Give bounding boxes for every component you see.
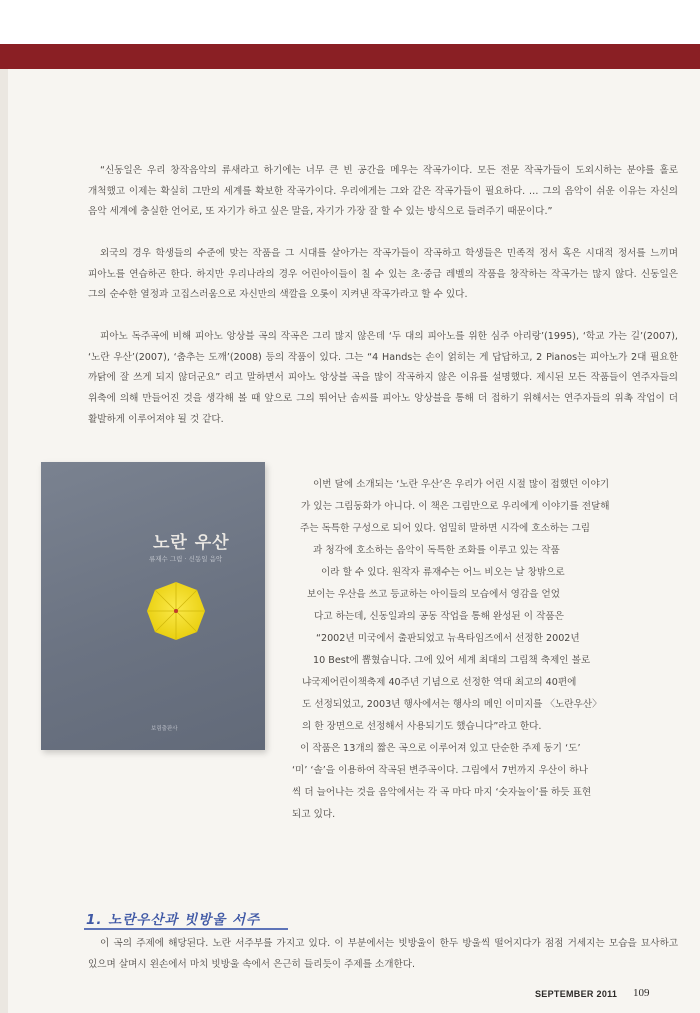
side-text-line: 되고 있다. (292, 809, 336, 820)
side-text-line: 10 Best에 뽑혔습니다. 그에 있어 세계 최대의 그림책 축제인 볼로 (313, 655, 591, 666)
footer-issue-month: SEPTEMBER 2011 (535, 989, 618, 999)
section-heading: 1. 노란우산과 빗방울 서주 (86, 912, 261, 928)
side-text-line: 냐국제어린이책축제 40주년 기념으로 선정한 역대 최고의 40편에 (302, 677, 577, 688)
section-heading-underline (84, 928, 288, 930)
section-paragraph: 이 곡의 주제에 해당된다. 노란 서주부를 가지고 있다. 이 부분에서는 빗방울이 한두 방울씩 떨어지다가 점점 거세지는 모습을 묘사하고 있으며 살며시 왼손에서 마치 빗방울 속에서 은근히 들리듯이 주제를 소개한다. (88, 938, 678, 970)
book-cover-image (41, 462, 265, 750)
paragraph-ensemble: 피아노 독주곡에 비해 피아노 앙상블 곡의 작곡은 그리 많지 않은데 ‘두 대의 피아노를 위한 심주 아리랑’(1995), ‘학교 가는 길’(2007), ‘노란 우산’(2007), ‘춤추는 도깨’(2008) 등의 작품이 있다. 그는 “4 Hands는 손이 얽히는 게 답답하고, 2 Pianos는 피아노가 2대 필요한 까닭에 잘 쓰게 되지 않더군요” 리고 말하면서 피아노 앙상블 곡을 많이 작곡하지 않은 이유를 설명했다. 제시된 모든 작품들이 연주자들의 위축에 의해 만들어진 것을 생각해 볼 때 앞으로 그의 뛰어난 솜씨를 피아노 앙상블을 통해 더 접하기 위해서는 연주자들의 위촉 작업이 더 활발하게 이루어져야 될 것 같다. (88, 331, 678, 425)
side-text-line: “2002년 미국에서 출판되었고 뉴욕타임즈에서 선정한 2002년 (316, 633, 580, 644)
side-text-line: 보이는 우산을 쓰고 등교하는 아이들의 모습에서 영감을 얻었 (307, 589, 561, 600)
book-cover-subtitle: 류재수 그림 · 신동일 음악 (149, 555, 223, 563)
paragraph-quote: “신동일은 우리 창작음악의 류새라고 하기에는 너무 큰 빈 공간을 메우는 작곡가이다. 모든 전문 작곡가들이 도외시하는 분야를 홀로 개척했고 이제는 확실히 그만의 세계를 확보한 작곡가이다. 우리에게는 그와 같은 작곡가들이 필요하다. … 그의 음악이 쉬운 이유는 자신의 음악 세계에 충실한 언어로, 또 자기가 하고 싶은 말을, 자기가 가장 잘 할 수 있는 방식으로 들려주기 때문이다.” (88, 165, 678, 218)
page-gutter (0, 69, 8, 1013)
side-text-line: 의 한 장면으로 선정해서 사용되기도 했습니다”라고 한다. (302, 721, 542, 732)
side-text-line: 씩 더 늘어나는 것을 음악에서는 각 곡 마다 마지 ‘숫자놀이’를 하듯 표현 (292, 787, 592, 798)
book-cover-publisher: 보림출판사 (151, 726, 178, 732)
side-text-line: 이 작품은 13개의 짧은 곡으로 이루어져 있고 단순한 주제 동기 ‘도’ (300, 743, 581, 754)
side-text-line: ‘미’ ‘솔’을 이용하여 작곡된 변주곡이다. 그림에서 7번까지 우산이 하나 (292, 765, 588, 776)
side-text-line: 가 있는 그림동화가 아니다. 이 책은 그림만으로 우리에게 이야기를 전달해 (301, 501, 610, 512)
side-text-line: 도 선정되었고, 2003년 행사에서는 행사의 메인 이미지를 〈노란우산〉 (302, 699, 602, 710)
side-text-line: 이라 할 수 있다. 원작자 류재수는 어느 비오는 날 창밖으로 (321, 567, 565, 578)
page-top-margin (0, 0, 700, 44)
paragraph-foreign-case: 외국의 경우 학생들의 수준에 맞는 작품을 그 시대를 살아가는 작곡가들이 작곡하고 학생들은 민족적 정서 혹은 시대적 정서를 느끼며 피아노를 연습하곤 한다. 하지만 우리나라의 경우 어린아이들이 칠 수 있는 초·중급 레벨의 작품을 창작하는 작곡가는 많지 않다. 신동일은 그의 순수한 열정과 고집스러움으로 자신만의 색깔을 오롯이 지켜낸 작곡가라고 할 수 있다. (88, 248, 678, 301)
side-text-line: 주는 독특한 구성으로 되어 있다. 엄밀히 말하면 시각에 호소하는 그림 (300, 523, 590, 534)
side-text-line: 다고 하는데, 신동일과의 공동 작업을 통해 완성된 이 작품은 (314, 611, 564, 622)
side-text-line: 과 청각에 호소하는 음악이 독특한 조화를 이루고 있는 작품 (313, 545, 560, 556)
book-cover-title: 노란 우산 (153, 533, 230, 553)
footer-page-number: 109 (633, 987, 650, 999)
yellow-umbrella-icon (145, 580, 207, 642)
side-text-line: 이번 달에 소개되는 ‘노란 우산’은 우리가 어린 시절 많이 접했던 이야기 (313, 479, 610, 490)
header-bar (0, 44, 700, 69)
